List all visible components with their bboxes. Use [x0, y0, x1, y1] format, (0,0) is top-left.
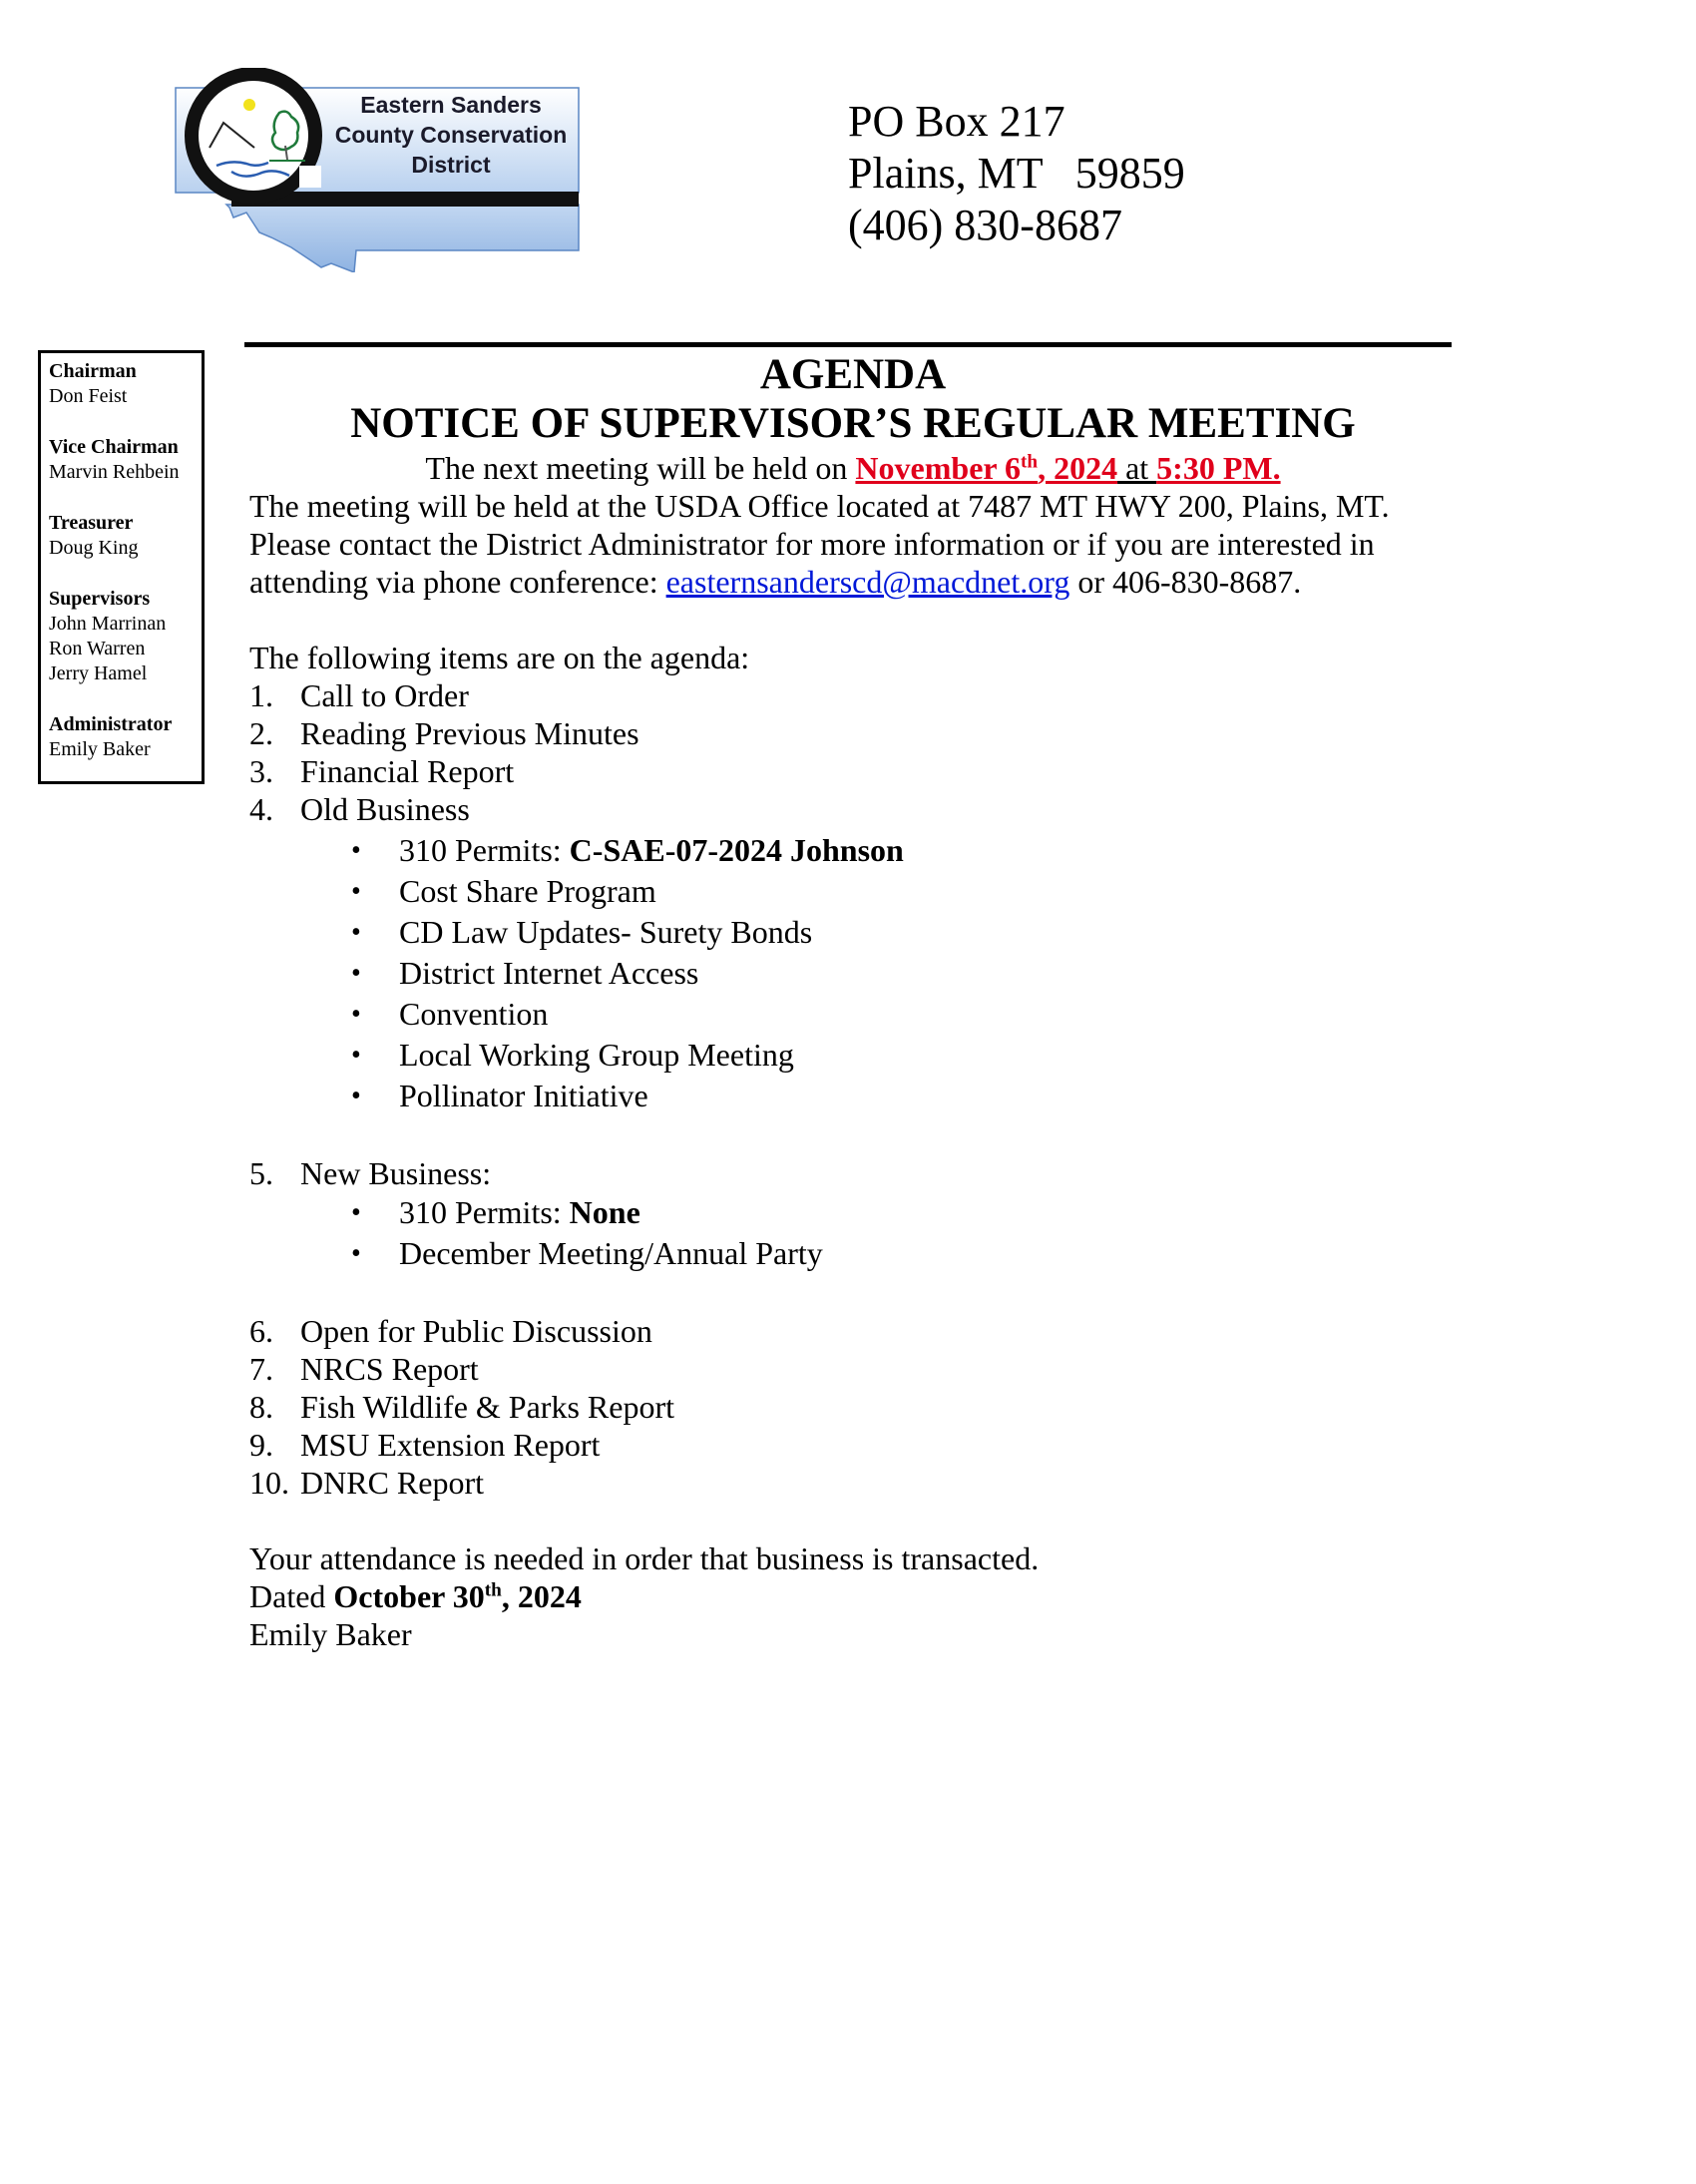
list-item: [249, 1233, 1457, 1274]
agenda-item: [249, 1464, 1457, 1502]
meeting-date-year: , 2024: [1038, 450, 1118, 486]
list-item-text: 310 Permits:: [399, 832, 570, 868]
phone-conference-line: [249, 563, 1457, 601]
agenda-item: [249, 1154, 1457, 1192]
agenda-intro: The following items are on the agenda:: [249, 640, 750, 675]
address-block: [848, 96, 1185, 251]
district-logo: [172, 68, 581, 272]
list-item-text: Local Working Group Meeting: [399, 1037, 794, 1073]
meeting-date-day: November 6: [855, 450, 1022, 486]
officer-group-vice-chairman: [49, 435, 202, 485]
officer-group-supervisors: [49, 587, 202, 686]
officer-name: Doug King: [49, 537, 139, 559]
agenda-item: [249, 714, 1457, 752]
officer-group-administrator: [49, 712, 202, 762]
old-business-list: [249, 830, 1457, 1116]
bullet-icon: •: [351, 1238, 361, 1269]
dated-year: , 2024: [501, 1578, 582, 1614]
bullet-icon: •: [351, 1081, 361, 1111]
list-item-text: Cost Share Program: [399, 873, 656, 909]
list-item: [249, 830, 1457, 871]
agenda-item-label: Old Business: [300, 791, 470, 827]
agenda-item-number: 3.: [249, 753, 273, 789]
bullet-icon: •: [351, 835, 361, 866]
attendance-note: Your attendance is needed in order that business is transacted.: [249, 1540, 1040, 1576]
agenda-item-number: 2.: [249, 715, 273, 751]
agenda-item-label: Reading Previous Minutes: [300, 715, 639, 751]
logo-name: [321, 90, 581, 180]
agenda-item-label: NRCS Report: [300, 1351, 479, 1387]
dated-suffix: th: [484, 1579, 502, 1601]
contact-line: Please contact the District Administrator for more information or if you are interested in: [249, 526, 1375, 562]
agenda-item-number: 4.: [249, 791, 273, 827]
page-title: AGENDA: [759, 351, 947, 398]
meeting-date: [855, 450, 1117, 486]
list-item-text: 310 Permits:: [399, 1194, 570, 1230]
agenda-body: [249, 347, 1457, 1653]
permit-id: C-SAE-07-2024 Johnson: [569, 832, 904, 868]
dated-day: October 30: [333, 1578, 485, 1614]
bullet-icon: •: [351, 876, 361, 907]
list-item: [249, 953, 1457, 994]
agenda-item-label: DNRC Report: [300, 1465, 484, 1501]
state-shape-lower: [226, 205, 579, 272]
bullet-icon: •: [351, 999, 361, 1030]
agenda-item-label: Fish Wildlife & Parks Report: [300, 1389, 674, 1425]
logo-name-line: County Conservation: [334, 122, 568, 148]
list-item: [249, 1192, 1457, 1233]
meeting-date-line: [249, 449, 1457, 487]
list-item: [249, 1076, 1457, 1116]
officer-title: Chairman: [49, 360, 137, 382]
agenda-item-label: Call to Order: [300, 677, 469, 713]
agenda-item-number: 6.: [249, 1313, 273, 1349]
agenda-item-number: 5.: [249, 1155, 273, 1191]
officers-sidebar: [38, 350, 205, 784]
sun-icon: [243, 99, 255, 111]
list-item: [249, 912, 1457, 953]
permit-id: None: [569, 1194, 640, 1230]
dated-label: Dated: [249, 1578, 334, 1614]
bullet-icon: •: [351, 1197, 361, 1228]
agenda-item: [249, 676, 1457, 714]
list-item: [249, 871, 1457, 912]
meeting-time: 5:30 PM.: [1156, 450, 1281, 486]
officer-title: Treasurer: [49, 512, 134, 534]
agenda-item: [249, 790, 1457, 828]
location-line: The meeting will be held at the USDA Office located at 7487 MT HWY 200, Plains, MT.: [249, 488, 1390, 524]
list-item-text: CD Law Updates- Surety Bonds: [399, 914, 813, 950]
bullet-icon: •: [351, 958, 361, 989]
agenda-item-number: 10.: [249, 1465, 289, 1501]
agenda-item-number: 9.: [249, 1427, 273, 1463]
officer-title: Supervisors: [49, 588, 151, 610]
list-item-text: Convention: [399, 996, 549, 1032]
address-city-state: Plains, MT 59859: [848, 149, 1185, 198]
agenda-item-number: 1.: [249, 677, 273, 713]
page-subtitle: NOTICE OF SUPERVISOR’S REGULAR MEETING: [350, 400, 1356, 447]
address-phone: (406) 830-8687: [848, 201, 1122, 249]
agenda-item-label: Open for Public Discussion: [300, 1313, 652, 1349]
officer-name: Marvin Rehbein: [49, 461, 180, 483]
meeting-date-suffix: th: [1021, 451, 1039, 473]
agenda-item-label: MSU Extension Report: [300, 1427, 601, 1463]
list-item-text: District Internet Access: [399, 955, 699, 991]
agenda-item-label: New Business:: [300, 1155, 492, 1191]
address-po-box: PO Box 217: [848, 97, 1065, 146]
dated-line: [249, 1577, 1457, 1615]
officer-name: Emily Baker: [49, 738, 151, 760]
agenda-item-number: 8.: [249, 1389, 273, 1425]
agenda-item: [249, 1388, 1457, 1426]
bullet-icon: •: [351, 917, 361, 948]
agenda-item: [249, 1312, 1457, 1350]
signature: Emily Baker: [249, 1616, 412, 1652]
agenda-item: [249, 1350, 1457, 1388]
meeting-at: at: [1117, 450, 1157, 486]
phone-conference-suffix: or 406-830-8687.: [1069, 564, 1302, 600]
new-business-list: [249, 1192, 1457, 1274]
agenda-item: [249, 752, 1457, 790]
list-item: [249, 994, 1457, 1035]
agenda-item-label: Financial Report: [300, 753, 515, 789]
officer-group-treasurer: [49, 511, 202, 561]
logo-name-line: Eastern Sanders: [360, 92, 542, 118]
agenda-item: [249, 1426, 1457, 1464]
list-item-text: December Meeting/Annual Party: [399, 1235, 823, 1271]
agenda-item-number: 7.: [249, 1351, 273, 1387]
officer-title: Administrator: [49, 713, 173, 735]
dated-value: [333, 1578, 581, 1614]
list-item: [249, 1035, 1457, 1076]
meeting-intro: The next meeting will be held on: [425, 450, 856, 486]
phone-conference-prefix: attending via phone conference:: [249, 564, 666, 600]
officer-name: Jerry Hamel: [49, 662, 148, 684]
bullet-icon: •: [351, 1040, 361, 1071]
officer-name: Ron Warren: [49, 638, 146, 659]
officer-group-chairman: [49, 359, 202, 409]
officer-name: Don Feist: [49, 385, 128, 407]
email-link[interactable]: easternsanderscd@macdnet.org: [665, 564, 1070, 600]
officer-title: Vice Chairman: [49, 436, 179, 458]
officer-name: John Marrinan: [49, 613, 167, 635]
list-item-text: Pollinator Initiative: [399, 1078, 648, 1113]
logo-name-line: District: [411, 152, 491, 178]
